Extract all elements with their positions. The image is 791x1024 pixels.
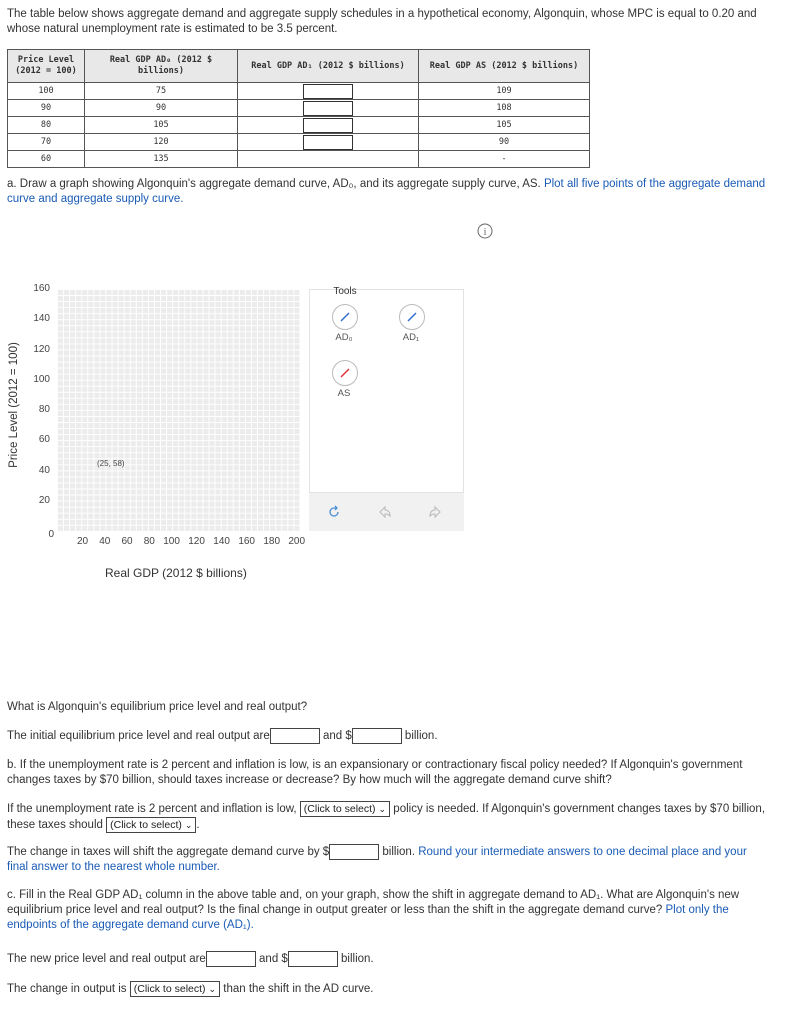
y-tick: 120 — [33, 344, 50, 355]
price-cell: 60 — [8, 151, 85, 168]
y-tick: 140 — [33, 313, 50, 324]
col-header-price: Price Level (2012 = 100) — [8, 50, 85, 83]
output-change-line: The change in output is (Click to select) ⌄ than the shift in the AD curve. — [7, 983, 374, 996]
graph-action-bar — [309, 493, 464, 531]
ad1-input[interactable] — [303, 118, 353, 133]
svg-text:i: i — [483, 227, 487, 238]
y-tick: 160 — [33, 283, 50, 294]
ad1-tool-button[interactable] — [399, 304, 425, 330]
y-tick: 80 — [38, 404, 50, 415]
policy-line: If the unemployment rate is 2 percent and inflation is low, (Click to select) ⌄ policy is needed. If Algonquin's government changes taxes by $70 billion, these taxes should (Click to select) ⌄ . — [7, 803, 766, 832]
y-tick: 60 — [38, 434, 50, 445]
redo-icon[interactable] — [427, 504, 443, 520]
line-tool-icon — [400, 305, 424, 329]
table-row — [8, 151, 590, 168]
ad1-cell — [238, 83, 419, 100]
col-header-ad1: Real GDP AD₁ (2012 $ billions) — [238, 50, 419, 83]
table-row — [8, 117, 590, 134]
table-row — [8, 100, 590, 117]
ad1-cell — [238, 117, 419, 134]
info-icon[interactable] — [477, 223, 493, 239]
as-tool-button[interactable] — [332, 360, 358, 386]
x-tick: 120 — [188, 536, 205, 547]
tax-direction-select[interactable]: (Click to select) ⌄ — [106, 817, 196, 833]
part-c-instruction: Plot only the endpoints of the aggregate demand curve (AD₁). — [7, 904, 729, 931]
ad0-cell: 120 — [85, 134, 238, 151]
new-output-input[interactable] — [288, 951, 338, 967]
intro-text: The table below shows aggregate demand and aggregate supply schedules in a hypothetical economy, Algonquin, whose MPC is equal to 0.20 and whose natural unemployment rate is estimated to be 3.5 percent. — [7, 8, 757, 35]
price-cell: 100 — [8, 83, 85, 100]
ad1-cell — [238, 134, 419, 151]
line-tool-icon — [333, 361, 357, 385]
ad0-cell: 105 — [85, 117, 238, 134]
chevron-down-icon: ⌄ — [184, 820, 193, 831]
new-equilibrium-line: The new price level and real output are and $ billion. — [7, 951, 707, 967]
schedule-table — [7, 49, 590, 168]
table-row — [8, 134, 590, 151]
part-a-instruction: Plot all five points of the aggregate demand curve and aggregate supply curve. — [7, 178, 766, 205]
tools-title: Tools — [333, 286, 357, 297]
x-tick: 100 — [163, 536, 180, 547]
ad-shift-input[interactable] — [329, 844, 379, 860]
as-cell: 105 — [419, 117, 590, 134]
shift-line: The change in taxes will shift the aggregate demand curve by $ billion. Round your intermediate answers to one decimal place and your final answer to the nearest whole number. — [7, 844, 767, 875]
chevron-down-icon: ⌄ — [378, 804, 387, 814]
ad0-tool-button[interactable] — [332, 304, 358, 330]
as-cell: 90 — [419, 134, 590, 151]
initial-equilibrium-line: The initial equilibrium price level and real output are and $ billion. — [7, 728, 707, 744]
tools-panel — [309, 286, 464, 493]
ad0-cell: 135 — [85, 151, 238, 168]
ad1-cell — [238, 100, 419, 117]
rounding-instruction: Round your intermediate answers to one decimal place and your final answer to the nearest whole number. — [7, 846, 747, 874]
ad0-cell: 75 — [85, 83, 238, 100]
as-tool-label: AS — [337, 388, 351, 399]
line-tool-icon — [333, 305, 357, 329]
ad1-input[interactable] — [303, 135, 353, 150]
undo-icon[interactable] — [377, 504, 393, 520]
policy-type-select[interactable]: (Click to select) ⌄ — [300, 801, 390, 817]
table-row — [8, 83, 590, 100]
output-change-select[interactable]: (Click to select) ⌄ — [130, 981, 220, 997]
y-axis-label: Price Level (2012 = 100) — [8, 342, 20, 468]
part-a-text: a. Draw a graph showing Algonquin's aggregate demand curve, AD₀, and its aggregate supply curve, AS. Plot all five points of the aggregate demand curve and aggregate supply curve. — [7, 178, 766, 205]
y-tick: 40 — [38, 465, 50, 476]
col-header-ad0: Real GDP AD₀ (2012 $ billions) — [85, 50, 238, 83]
x-tick: 200 — [288, 536, 306, 547]
as-cell: 109 — [419, 83, 590, 100]
point-label: (25, 58) — [97, 459, 125, 468]
x-tick: 20 — [77, 536, 89, 547]
x-tick: 60 — [121, 536, 133, 547]
price-cell: 90 — [8, 100, 85, 117]
initial-output-input[interactable] — [352, 728, 402, 744]
x-tick: 180 — [263, 536, 281, 547]
price-cell: 70 — [8, 134, 85, 151]
y-tick: 0 — [48, 529, 54, 540]
ad1-tool-label: AD₁ — [402, 332, 420, 343]
reset-icon[interactable] — [326, 504, 342, 520]
part-b-text: b. If the unemployment rate is 2 percent and inflation is low, is an expansionary or contractionary fiscal policy needed? If Algonquin's government changes taxes by $70 billion, should taxes increase or decrease? By how much will the aggregate demand curve shift? — [7, 759, 743, 786]
col-header-as: Real GDP AS (2012 $ billions) — [419, 50, 590, 83]
part-c-text: c. Fill in the Real GDP AD₁ column in the above table and, on your graph, show the shift in aggregate demand to AD₁. What are Algonquin's new equilibrium price level and real output? Is the final change in output greater or less than the shift in the aggregate demand curve? Plot only the endpoints of the aggregate demand curve (AD₁). — [7, 889, 740, 931]
ad0-cell: 90 — [85, 100, 238, 117]
new-price-input[interactable] — [206, 951, 256, 967]
initial-price-input[interactable] — [270, 728, 320, 744]
ad0-tool-label: AD₀ — [335, 332, 353, 343]
y-tick: 100 — [33, 374, 50, 385]
x-ticks — [77, 536, 305, 547]
as-cell: - — [419, 151, 590, 168]
price-cell: 80 — [8, 117, 85, 134]
x-tick: 160 — [238, 536, 255, 547]
ad1-input[interactable] — [303, 101, 353, 116]
x-tick: 80 — [143, 536, 155, 547]
ad1-input[interactable] — [303, 84, 353, 99]
equilibrium-question: What is Algonquin's equilibrium price level and real output? — [7, 701, 308, 713]
x-axis-label: Real GDP (2012 $ billions) — [105, 566, 247, 580]
x-tick: 140 — [213, 536, 230, 547]
chevron-down-icon: ⌄ — [208, 984, 217, 994]
graph-plot-area[interactable] — [57, 289, 300, 531]
y-tick: 20 — [38, 495, 50, 506]
ad1-cell — [238, 151, 419, 168]
x-tick: 40 — [99, 536, 111, 547]
as-cell: 108 — [419, 100, 590, 117]
